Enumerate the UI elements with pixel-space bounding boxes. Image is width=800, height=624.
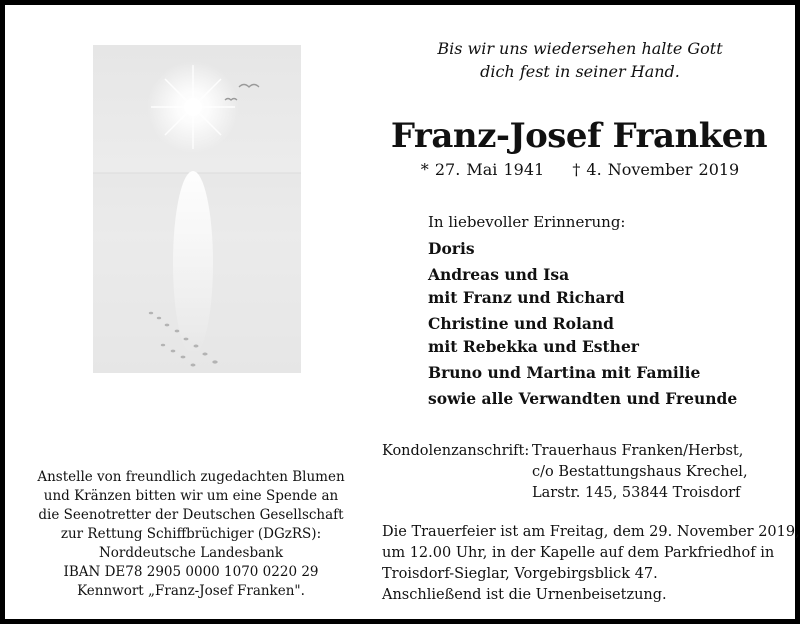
funeral-line: Die Trauerfeier ist am Freitag, dem 29. November 2019, (382, 524, 800, 540)
mourner-line: sowie alle Verwandten und Freunde (428, 389, 738, 408)
donation-line: und Kränzen bitten wir um eine Spende an (43, 488, 339, 504)
funeral-line: um 12.00 Uhr, in der Kapelle auf dem Parkfriedhof in (382, 545, 775, 561)
mourner-group (428, 312, 788, 358)
donation-request (35, 468, 347, 601)
donation-line: die Seenotretter der Deutschen Gesellschaft (38, 507, 344, 523)
address-line: Trauerhaus Franken/Herbst, (532, 443, 744, 459)
motto-verse (400, 37, 760, 83)
deceased-name: Franz-Josef Franken (390, 116, 768, 156)
mourner-line: Andreas und Isa (428, 265, 570, 284)
donation-iban: IBAN DE78 2905 0000 1070 0220 29 (63, 564, 319, 580)
remembrance-intro: In liebevoller Erinnerung: (428, 213, 626, 231)
funeral-line: Troisdorf-Sieglar, Vorgebirgsblick 47. (382, 566, 658, 582)
sun-sea-illustration (93, 45, 301, 373)
condolence-label: Kondolenzanschrift: (382, 443, 530, 459)
mourner-group (428, 387, 788, 410)
birth-date: * 27. Mai 1941 (420, 160, 545, 179)
mourner-group (428, 263, 788, 309)
mourner-line: mit Rebekka und Esther (428, 337, 639, 356)
donation-line: zur Rettung Schiffbrüchiger (DGzRS): (60, 526, 322, 542)
mourner-line: Christine und Roland (428, 314, 614, 333)
motto-line: dich fest in seiner Hand. (480, 62, 680, 81)
life-dates (400, 158, 760, 182)
condolence-address-lines (532, 441, 748, 504)
mourner-line: mit Franz und Richard (428, 288, 625, 307)
mourner-group (428, 361, 788, 384)
mourners-list (428, 237, 788, 413)
address-line: Larstr. 145, 53844 Troisdorf (532, 485, 741, 501)
funeral-info (382, 522, 800, 606)
death-date: † 4. November 2019 (572, 160, 740, 179)
donation-keyword: Kennwort „Franz-Josef Franken". (77, 583, 305, 599)
donation-line: Norddeutsche Landesbank (98, 545, 284, 561)
funeral-line: Anschließend ist die Urnenbeisetzung. (382, 587, 667, 603)
mourner-line: Bruno und Martina mit Familie (428, 363, 701, 382)
donation-line: Anstelle von freundlich zugedachten Blumen (37, 469, 345, 485)
mourner-line: Doris (428, 239, 475, 258)
mourner-group (428, 237, 788, 260)
motto-line: Bis wir uns wiedersehen halte Gott (437, 39, 723, 58)
sunset-beach-photo (93, 45, 301, 373)
address-line: c/o Bestattungshaus Krechel, (532, 464, 748, 480)
obituary-card (5, 5, 800, 619)
